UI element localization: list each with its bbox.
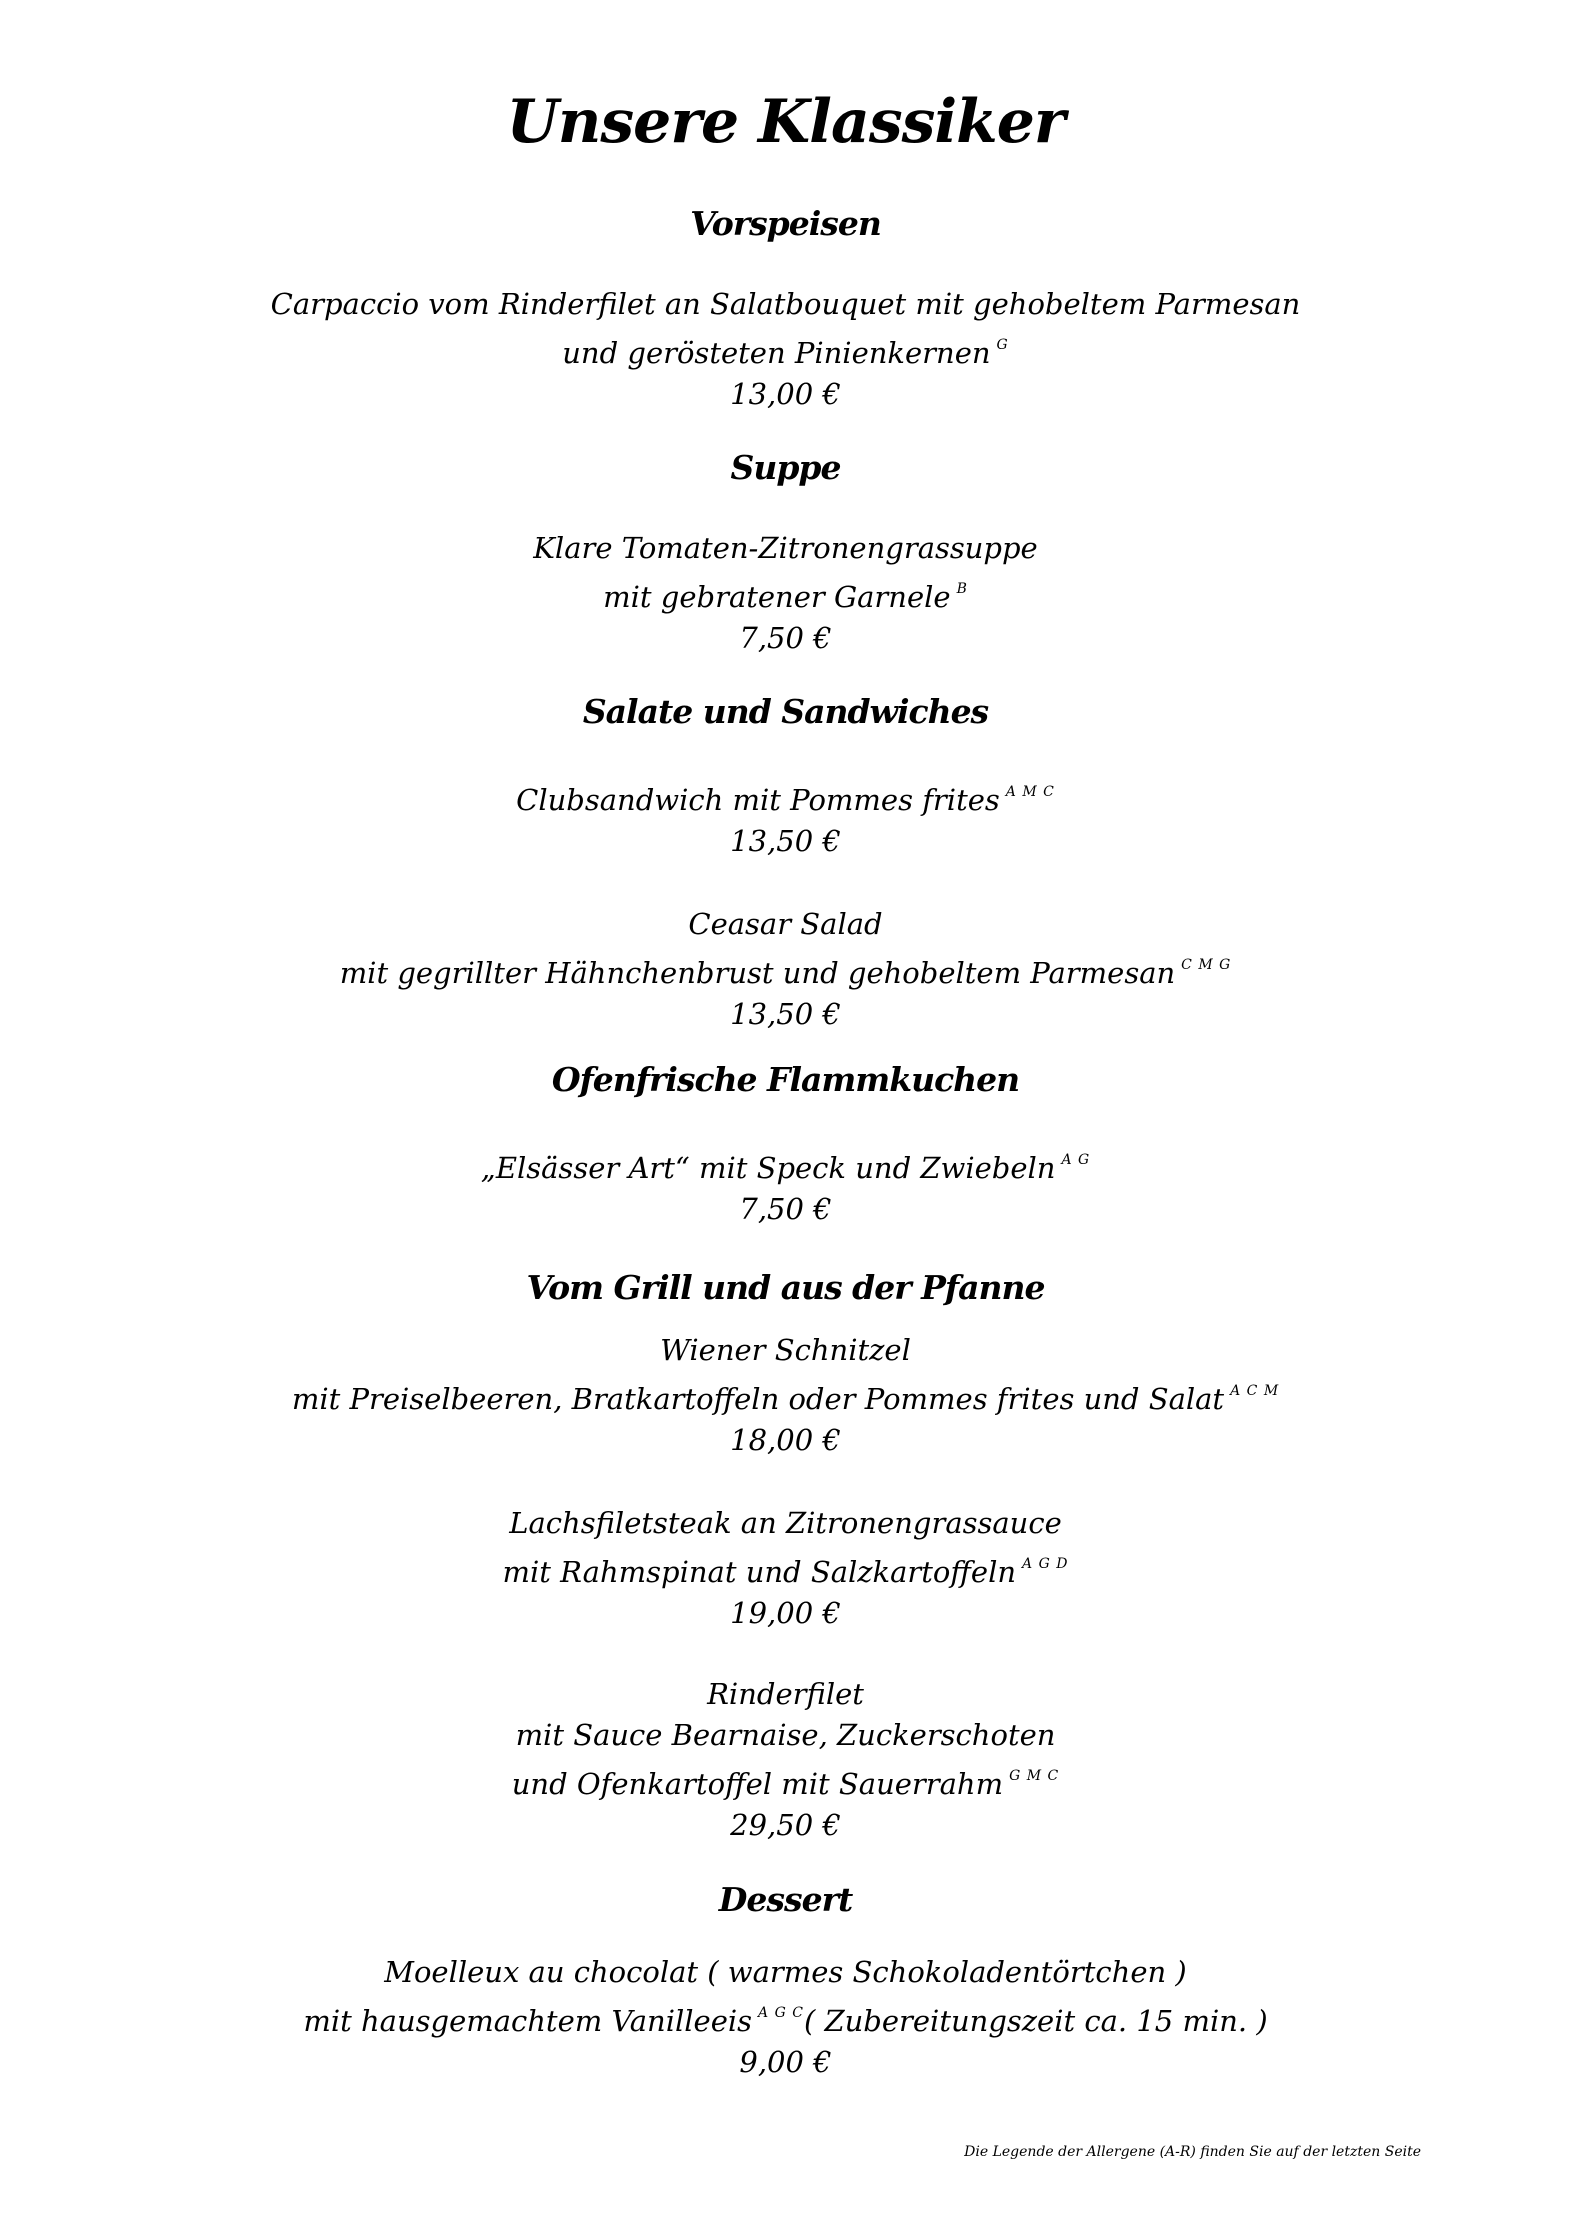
section-dessert xyxy=(0,1878,1571,2083)
dish-price: 9,00 € xyxy=(739,2045,832,2079)
dish-tomato-soup xyxy=(0,528,1571,659)
allergen-legend-note: Die Legende der Allergene (A-R) finden Sie auf der letzten Seite xyxy=(964,2144,1421,2160)
allergen-codes: A G C xyxy=(758,2005,804,2021)
dish-line: Rinderfilet xyxy=(707,1677,864,1711)
dish-line: Klare Tomaten-Zitronengrassuppe xyxy=(533,531,1038,565)
allergen-codes: A G D xyxy=(1022,1556,1069,1572)
dish-line: mit hausgemachtem Vanilleeis xyxy=(303,2004,753,2038)
dish-price: 13,00 € xyxy=(730,377,841,411)
preparation-note: ( Zubereitungszeit ca. 15 min. ) xyxy=(803,2004,1268,2038)
dish-price: 13,50 € xyxy=(730,997,841,1031)
dish-line: mit Rahmspinat und Salzkartoffeln xyxy=(502,1555,1017,1589)
allergen-codes: A G xyxy=(1061,1152,1091,1168)
dish-price: 13,50 € xyxy=(730,824,841,858)
dish-line: und gerösteten Pinienkernen xyxy=(562,336,991,370)
dish-clubsandwich xyxy=(0,772,1571,862)
dish-ceasar-salad xyxy=(0,904,1571,1035)
dish-wiener-schnitzel xyxy=(0,1330,1571,1461)
dish-line: „Elsässer Art“ mit Speck und Zwiebeln xyxy=(480,1151,1056,1185)
allergen-codes: A M C xyxy=(1005,784,1055,800)
allergen-codes: G M C xyxy=(1009,1768,1060,1784)
page-title: Unsere Klassiker xyxy=(506,87,1065,157)
dish-price: 18,00 € xyxy=(730,1423,841,1457)
dish-price: 19,00 € xyxy=(730,1596,841,1630)
dish-line: mit Sauce Bearnaise, Zuckerschoten xyxy=(515,1718,1056,1752)
allergen-codes: G xyxy=(996,337,1009,353)
allergen-codes: C M G xyxy=(1181,957,1232,973)
dish-line: Carpaccio vom Rinderfilet an Salatbouquet mit gehobeltem Parmesan xyxy=(270,287,1301,321)
section-title: Vom Grill und aus der Pfanne xyxy=(526,1268,1045,1307)
section-flammkuchen xyxy=(0,1058,1571,1230)
section-title: Salate und Sandwiches xyxy=(582,692,989,731)
dish-flammkuchen-elsaesser xyxy=(0,1140,1571,1230)
allergen-codes: A C M xyxy=(1230,1383,1280,1399)
dish-line: Ceasar Salad xyxy=(688,907,883,941)
dish-rinderfilet xyxy=(0,1674,1571,1846)
section-vorspeisen xyxy=(0,202,1571,415)
section-suppe xyxy=(0,446,1571,659)
section-title: Ofenfrische Flammkuchen xyxy=(551,1060,1020,1099)
dish-line: und Ofenkartoffel mit Sauerrahm xyxy=(511,1767,1004,1801)
section-title: Dessert xyxy=(718,1880,853,1919)
dish-line: Lachsfiletsteak an Zitronengrassauce xyxy=(509,1506,1062,1540)
dish-lachsfiletsteak xyxy=(0,1503,1571,1634)
dish-line: mit gebratener Garnele xyxy=(603,580,951,614)
dish-price: 7,50 € xyxy=(739,1192,832,1226)
allergen-codes: B xyxy=(956,581,968,597)
dish-line: mit Preiselbeeren, Bratkartoffeln oder Pommes frites und Salat xyxy=(291,1382,1225,1416)
section-salate-sandwiches xyxy=(0,690,1571,1035)
dish-line: Moelleux au chocolat ( warmes Schokoladentörtchen ) xyxy=(384,1955,1187,1989)
dish-moelleux xyxy=(0,1952,1571,2083)
dish-line: Wiener Schnitzel xyxy=(660,1333,911,1367)
dish-carpaccio xyxy=(0,284,1571,415)
section-title: Vorspeisen xyxy=(690,204,881,243)
section-grill-pfanne xyxy=(0,1266,1571,1846)
dish-line: mit gegrillter Hähnchenbrust und gehobeltem Parmesan xyxy=(339,956,1176,990)
dish-price: 29,50 € xyxy=(730,1808,841,1842)
dish-price: 7,50 € xyxy=(739,621,832,655)
section-title: Suppe xyxy=(730,448,841,487)
dish-line: Clubsandwich mit Pommes frites xyxy=(516,783,1000,817)
